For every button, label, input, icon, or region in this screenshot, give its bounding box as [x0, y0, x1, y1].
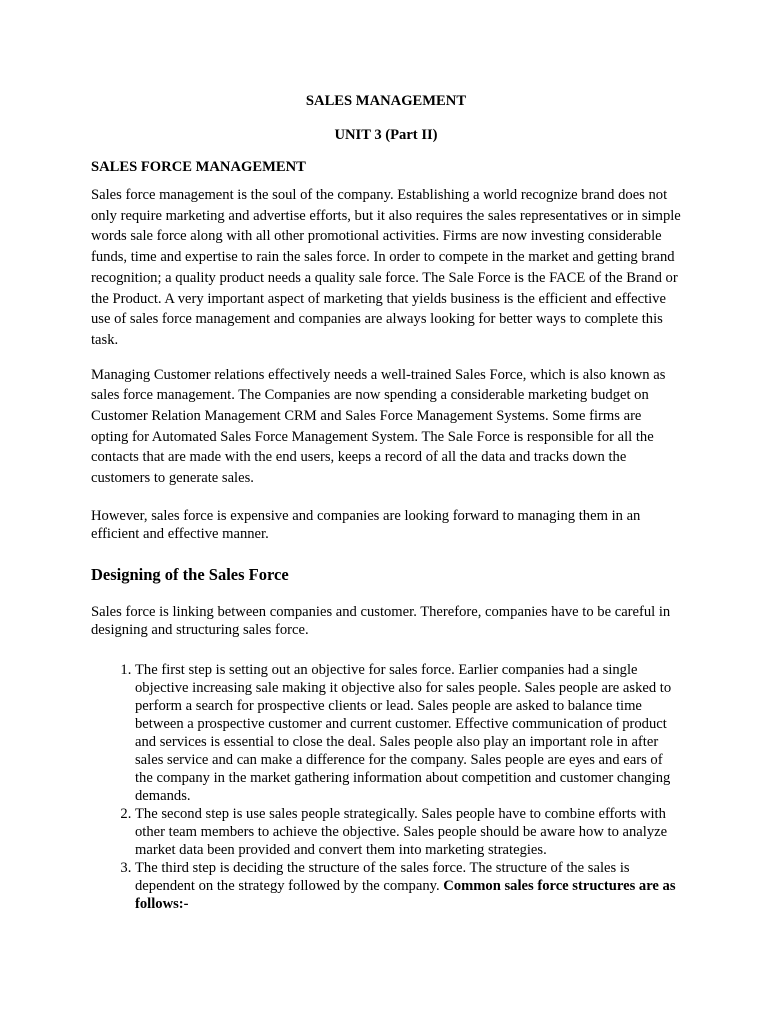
- design-heading: Designing of the Sales Force: [91, 564, 289, 584]
- document-title: SALES MANAGEMENT: [305, 93, 467, 109]
- steps-list: [91, 661, 681, 913]
- design-intro: Sales force is linking between companies and customer. Therefore, companies have to be careful in designing and structuring sales force.: [91, 603, 671, 638]
- document-page: [91, 92, 681, 913]
- list-item-text: The third step is deciding the structure of the sales force. The structure of the sales is dependent on the strategy followed by the company.: [135, 859, 630, 894]
- list-item: [135, 859, 681, 913]
- section-heading: SALES FORCE MANAGEMENT: [91, 159, 306, 175]
- list-item: 2. The second step is use sales people strategically. Sales people have to combine efforts with other team members to achieve the objective. Sales people should be aware how to analyze market data been provided and convert them into marketing strategies.: [135, 805, 681, 859]
- list-item: 1. The first step is setting out an objective for sales force. Earlier companies had a single objective increasing sale making it objective also for sales people. Sales people are asked to perform a search for prospective clients or lead. Sales people are asked to balance time between a prospective customer and current customer. Effective communication of product and services is essential to close the deal. Sales people also play an important role in after sales service and can make a difference for the company. Sales people are eyes and ears of the company in the market gathering information about competition and customer changing demands.: [135, 661, 681, 805]
- list-item-emphasis: Common sales force structures are as follows:-: [135, 877, 676, 912]
- unit-subtitle: UNIT 3 (Part II): [334, 127, 438, 143]
- paragraph: However, sales force is expensive and companies are looking forward to managing them in an efficient and effective manner.: [91, 507, 641, 542]
- paragraph: Managing Customer relations effectively needs a well-trained Sales Force, which is also known as sales force management. The Companies are now spending a considerable marketing budget on Customer Relation Management CRM and Sales Force Management Systems. Some firms are opting for Automated Sales Force Management System. The Sale Force is responsible for all the contacts that are made with the end users, keeps a record of all the data and tracks down the customers to generate sales.: [91, 366, 666, 487]
- paragraph: Sales force management is the soul of the company. Establishing a world recognize brand does not only require marketing and advertise efforts, but it also requires the sales representatives or in simple words sale force along with all other promotional activities. Firms are now investing considerable funds, time and expertise to rain the sales force. In order to compete in the market and getting brand recognition; a quality product needs a quality sale force. The Sale Force is the FACE of the Brand or the Product. A very important aspect of marketing that yields business is the efficient and effective use of sales force management and companies are always looking for better ways to complete this task.: [91, 187, 681, 348]
